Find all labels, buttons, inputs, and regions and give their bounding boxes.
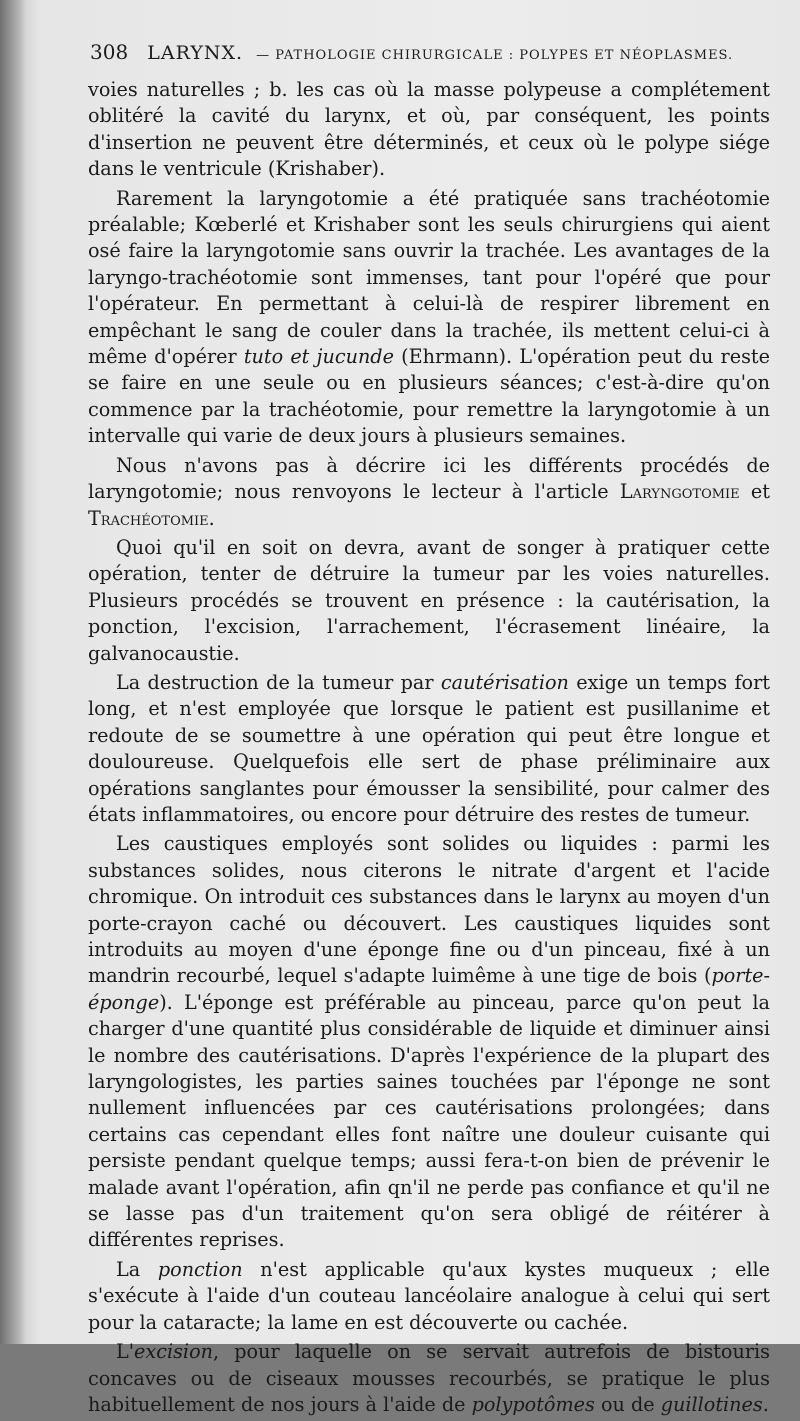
text-run: , pour laquelle on se servait autrefois de bistouris concaves ou de ciseaux mousses recourbés, se pratique le plus habituellement de nos jours à l'aide de (88, 1340, 770, 1416)
text-run: (Ehrmann). L'opération peut du reste se faire en une seule ou en plusieurs séances; c'est-à-dire qu'on commence par la trachéotomie, pour remettre la laryngotomie à un intervalle qui varie de deux jours à plusieurs semaines. (88, 345, 770, 448)
running-subtitle: — PATHOLOGIE CHIRURGICALE : POLYPES ET NÉOPLASMES. (256, 48, 734, 63)
paragraph-procedes (88, 453, 770, 532)
paragraph-cauterisation (88, 670, 770, 828)
text-run: exige un temps fort long, et n'est employée que lorsque le patient est pusillanime et redoute de se soumettre à une opération qui peut être longue et douloureuse. Quelquefois elle sert de phase préliminaire aux opérations sanglantes pour émousser la sensibilité, pour calmer des états inflammatoires, ou encore pour détruire des restes de tumeur. (88, 670, 770, 826)
paragraph-laryngotomie-sans-tracheotomie (88, 186, 770, 450)
text-run: n'est applicable qu'aux kystes muqueux ; elle s'exécute à l'aide d'un couteau lancéolaire analogue à celui qui sert pour la cataracte; la lame en est découverte ou cachée. (88, 1257, 770, 1334)
italic-term: porte-éponge (88, 964, 770, 1014)
running-header (90, 40, 780, 70)
paragraph-caustiques (88, 831, 770, 1254)
italic-term: cautérisation (440, 670, 569, 694)
page-number: 308 (90, 40, 129, 64)
paragraph-ponction (88, 1257, 770, 1336)
text-run: . (208, 506, 215, 530)
paragraph-excision (88, 1339, 770, 1418)
italic-term: excision (134, 1340, 213, 1364)
text-run: ). L'éponge est préférable au pinceau, parce qu'on peut la charger d'une quantité plus considérable de liquide et diminuer ainsi le nombre des cautérisations. D'après l'expérience de la plupart des laryngologistes, les parties saines touchées par l'éponge ne sont nullement influencées par ces cautérisations prolongées; dans certains cas cependant elles font naître une douleur cuisante qui persiste pendant quelque temps; aussi fera-t-on bien de prévenir le malade avant l'opération, afin qn'il ne perde pas confiance et qu'il ne se lasse pas d'un traitement qu'on sera obligé de réitérer à différentes reprises. (88, 990, 770, 1252)
text-run: L' (116, 1340, 135, 1364)
text-run: ou de (594, 1392, 661, 1416)
paragraph-continuation: voies naturelles ; b. les cas où la masse polypeuse a complétement oblitéré la cavité du larynx, et où, par conséquent, les points d'insertion ne peuvent être déterminés, et ceux où le polype siége dans le ventricule (Krishaber). (88, 78, 770, 181)
text-run: Les caustiques employés sont solides ou liquides : parmi les substances solides, nous citerons le nitrate d'argent et l'acide chromique. On introduit ces substances dans le larynx au moyen d'un porte-crayon caché ou découvert. Les caustiques liquides sont introduits au moyen d'une éponge fine ou d'un pinceau, fixé à un mandrin recourbé, lequel s'adapte luimême à une tige de bois ( (88, 832, 770, 988)
text-run: . (762, 1392, 769, 1416)
text-run: Rarement la laryngotomie a été pratiquée sans trachéotomie préalable; Kœberlé et Krishaber sont les seuls chirurgiens qui aient osé faire la laryngotomie sans ouvrir la trachée. Les avantages de la laryngo-trachéotomie sont immenses, tant pour l'opéré que pour l'opérateur. En permettant à celui-là de respirer librement en empêchant le sang de couler dans la trachée, ils mettent celui-ci à même d'opérer (88, 186, 770, 369)
text-run: La destruction de la tumeur par (116, 670, 441, 694)
body-text (88, 77, 770, 1421)
italic-term: ponction (157, 1257, 243, 1281)
italic-phrase: tuto et jucunde (243, 345, 394, 369)
text-run: et (739, 480, 770, 504)
italic-term: guillotines (660, 1392, 763, 1416)
binding-gutter (0, 0, 26, 1344)
cross-reference-tracheotomie: Trachéotomie (88, 506, 209, 530)
text-run: La (116, 1257, 158, 1281)
cross-reference-laryngotomie: Laryngotomie (619, 480, 740, 504)
paragraph-voies-naturelles: Quoi qu'il en soit on devra, avant de songer à pratiquer cette opération, tenter de détruire la tumeur par les voies naturelles. Plusieurs procédés se trouvent en présence : la cautérisation, la ponction, l'excision, l'arrachement, l'écrasement linéaire, la galvanocaustie. (88, 535, 770, 665)
italic-term: polypotômes (471, 1392, 595, 1416)
running-title: LARYNX. (147, 42, 244, 64)
text-run: Nous n'avons pas à décrire ici les différents procédés de laryngotomie; nous renvoyons le lecteur à l'article (88, 453, 770, 504)
